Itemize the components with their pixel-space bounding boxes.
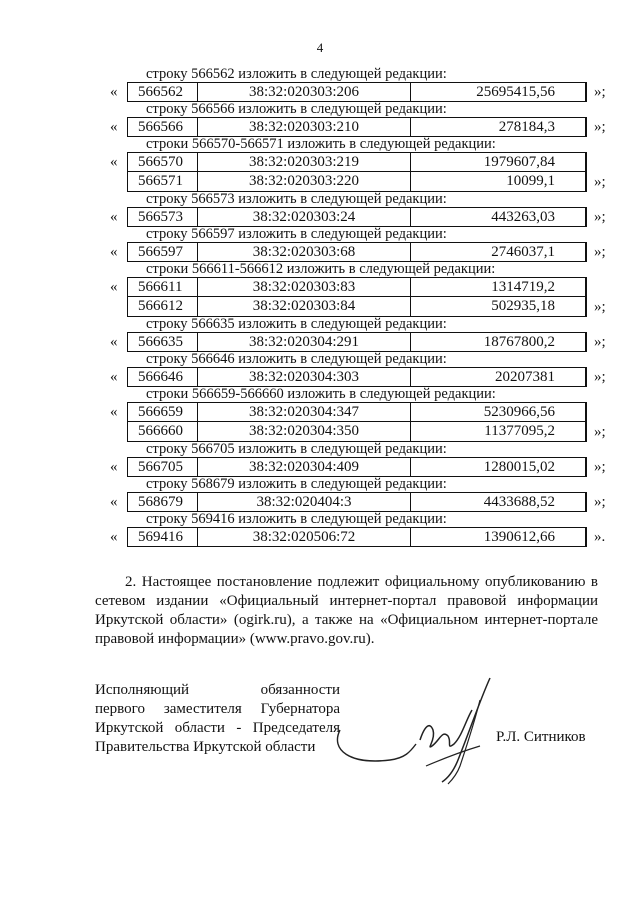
amendment-table: [0, 117, 640, 137]
signer-line: Иркутской области - Председателя: [95, 720, 340, 736]
amendment-table: [0, 207, 640, 227]
amendment-caption: строку 568679 изложить в следующей редакции:: [146, 476, 447, 492]
value-cell: 5230966,56: [411, 402, 587, 422]
value-cell: 1390612,66: [411, 527, 587, 547]
table-row: [0, 332, 640, 352]
amendment-caption: строку 569416 изложить в следующей редакции:: [146, 511, 447, 527]
amendment-caption: строки 566611-566612 изложить в следующей редакции:: [146, 261, 496, 277]
amendment-table: [0, 152, 640, 192]
open-quote: «: [110, 244, 118, 260]
value-cell: 11377095,2: [411, 422, 587, 442]
close-quote: »;: [594, 369, 606, 385]
amendment-caption: строку 566597 изложить в следующей редакции:: [146, 226, 447, 242]
handwritten-signature: [330, 670, 510, 790]
signer-line: Правительства Иркутской области: [95, 739, 316, 755]
publication-paragraph: 2. Настоящее постановление подлежит официальному опубликованию в сетевом издании «Официальный интернет-портал правовой информации Иркутской области» (ogirk.ru), а также на «Официальном интернет-портале правовой информации» (www.pravo.gov.ru).: [95, 574, 598, 647]
amendment-caption: строку 566635 изложить в следующей редакции:: [146, 316, 447, 332]
row-number-cell: 566660: [127, 422, 198, 442]
close-quote: ».: [594, 529, 606, 545]
amendment-table: [0, 527, 640, 547]
value-cell: 1280015,02: [411, 457, 587, 477]
row-number-cell: 568679: [127, 492, 198, 512]
amendment-caption: строку 566646 изложить в следующей редакции:: [146, 351, 447, 367]
row-number-cell: 566597: [127, 242, 198, 262]
value-cell: 1979607,84: [411, 152, 587, 172]
close-quote: »;: [594, 334, 606, 350]
value-cell: 4433688,52: [411, 492, 587, 512]
cadastral-number-cell: 38:32:020304:350: [198, 422, 411, 442]
signer-line: первого заместителя Губернатора: [95, 701, 340, 717]
row-number-cell: 566611: [127, 277, 198, 297]
signer-title: [95, 681, 340, 757]
open-quote: «: [110, 459, 118, 475]
amendment-caption: строки 566659-566660 изложить в следующей редакции:: [146, 386, 496, 402]
close-quote: »;: [594, 494, 606, 510]
cadastral-number-cell: 38:32:020303:206: [198, 82, 411, 102]
close-quote: »;: [594, 174, 606, 190]
row-number-cell: 566573: [127, 207, 198, 227]
table-row: [0, 117, 640, 137]
table-row: [0, 492, 640, 512]
value-cell: 1314719,2: [411, 277, 587, 297]
close-quote: »;: [594, 84, 606, 100]
table-row: [0, 367, 640, 387]
amendment-caption: строку 566705 изложить в следующей редакции:: [146, 441, 447, 457]
amendments-list: [0, 67, 640, 547]
open-quote: «: [110, 154, 118, 170]
close-quote: »;: [594, 424, 606, 440]
table-row: [0, 152, 640, 172]
row-number-cell: 566635: [127, 332, 198, 352]
cadastral-number-cell: 38:32:020303:220: [198, 172, 411, 192]
cadastral-number-cell: 38:32:020506:72: [198, 527, 411, 547]
amendment-table: [0, 332, 640, 352]
row-number-cell: 569416: [127, 527, 198, 547]
cadastral-number-cell: 38:32:020303:68: [198, 242, 411, 262]
signer-name: Р.Л. Ситников: [496, 729, 586, 745]
table-row: [0, 277, 640, 297]
amendment-caption: строку 566562 изложить в следующей редакции:: [146, 66, 447, 82]
table-row: [0, 207, 640, 227]
amendment-caption: строку 566566 изложить в следующей редакции:: [146, 101, 447, 117]
page-number: 4: [316, 40, 324, 55]
amendment-table: [0, 277, 640, 317]
close-quote: »;: [594, 119, 606, 135]
cadastral-number-cell: 38:32:020304:347: [198, 402, 411, 422]
close-quote: »;: [594, 209, 606, 225]
amendment-caption: строки 566570-566571 изложить в следующей редакции:: [146, 136, 496, 152]
open-quote: «: [110, 369, 118, 385]
value-cell: 502935,18: [411, 297, 587, 317]
amendment-caption: строку 566573 изложить в следующей редакции:: [146, 191, 447, 207]
row-number-cell: 566571: [127, 172, 198, 192]
row-number-cell: 566659: [127, 402, 198, 422]
open-quote: «: [110, 404, 118, 420]
table-row: [0, 297, 640, 317]
open-quote: «: [110, 494, 118, 510]
open-quote: «: [110, 209, 118, 225]
value-cell: 2746037,1: [411, 242, 587, 262]
table-row: [0, 422, 640, 442]
amendment-table: [0, 402, 640, 442]
table-row: [0, 82, 640, 102]
row-number-cell: 566612: [127, 297, 198, 317]
value-cell: 20207381: [411, 367, 587, 387]
cadastral-number-cell: 38:32:020404:3: [198, 492, 411, 512]
table-row: [0, 242, 640, 262]
open-quote: «: [110, 334, 118, 350]
table-row: [0, 527, 640, 547]
cadastral-number-cell: 38:32:020304:303: [198, 367, 411, 387]
signer-line: Исполняющий обязанности: [95, 682, 340, 698]
amendment-table: [0, 242, 640, 262]
row-number-cell: 566566: [127, 117, 198, 137]
row-number-cell: 566570: [127, 152, 198, 172]
table-row: [0, 457, 640, 477]
close-quote: »;: [594, 244, 606, 260]
amendment-table: [0, 82, 640, 102]
table-row: [0, 172, 640, 192]
value-cell: 18767800,2: [411, 332, 587, 352]
cadastral-number-cell: 38:32:020303:83: [198, 277, 411, 297]
open-quote: «: [110, 119, 118, 135]
table-row: [0, 402, 640, 422]
value-cell: 443263,03: [411, 207, 587, 227]
row-number-cell: 566646: [127, 367, 198, 387]
amendment-table: [0, 457, 640, 477]
amendment-table: [0, 367, 640, 387]
cadastral-number-cell: 38:32:020303:24: [198, 207, 411, 227]
cadastral-number-cell: 38:32:020304:291: [198, 332, 411, 352]
open-quote: «: [110, 529, 118, 545]
value-cell: 10099,1: [411, 172, 587, 192]
cadastral-number-cell: 38:32:020303:84: [198, 297, 411, 317]
row-number-cell: 566705: [127, 457, 198, 477]
cadastral-number-cell: 38:32:020303:210: [198, 117, 411, 137]
amendment-table: [0, 492, 640, 512]
cadastral-number-cell: 38:32:020303:219: [198, 152, 411, 172]
value-cell: 25695415,56: [411, 82, 587, 102]
open-quote: «: [110, 279, 118, 295]
row-number-cell: 566562: [127, 82, 198, 102]
close-quote: »;: [594, 459, 606, 475]
cadastral-number-cell: 38:32:020304:409: [198, 457, 411, 477]
open-quote: «: [110, 84, 118, 100]
close-quote: »;: [594, 299, 606, 315]
value-cell: 278184,3: [411, 117, 587, 137]
